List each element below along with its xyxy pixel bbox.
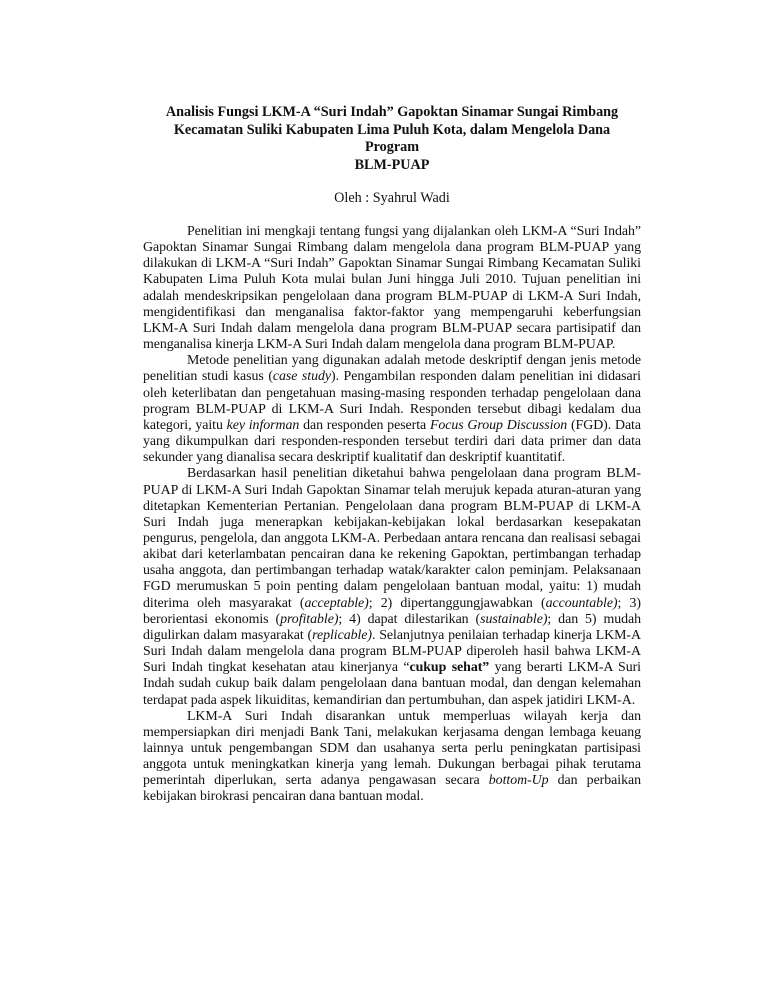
paragraph-2: Metode penelitian yang digunakan adalah metode deskriptif dengan jenis metode penelitian studi kasus (case study). Pengambilan responden dalam penelitian ini didasari oleh keterlibatan dan pengetahuan masing-masing responden terhadap pengelolaan dana program BLM-PUAP di LKM-A Suri Indah. Responden tersebut dibagi kedalam dua kategori, yaitu key informan dan responden peserta Focus Group Discussion (FGD). Data yang dikumpulkan dari responden-responden tersebut terdiri dari data primer dan data sekunder yang dianalisa secara deskriptif kualitatif dan deskriptif kuantitatif.: [143, 353, 641, 466]
paragraph-4: LKM-A Suri Indah disarankan untuk memperluas wilayah kerja dan mempersiapkan diri menjadi Bank Tani, melakukan kerjasama dengan lembaga keuang lainnya untuk pengembangan SDM dan usahanya serta perlu peningkatan partisipasi anggota untuk meningkatkan kinerja yang lemah. Dukungan berbagai pihak terutama pemerintah diperlukan, serta adanya pengawasan secara bottom-Up dan perbaikan kebijakan birokrasi pencairan dana bantuan modal.: [143, 708, 641, 805]
italic-term: acceptable): [304, 595, 369, 611]
italic-term: key informan: [226, 417, 300, 433]
italic-term: case study: [272, 369, 331, 385]
paragraph-3: Berdasarkan hasil penelitian diketahui bahwa pengelolaan dana program BLM-PUAP di LKM-A Suri Indah Gapoktan Sinamar telah merujuk kepada aturan-aturan yang ditetapkan Kementerian Pertanian. Pengelolaan dana program BLM-PUAP di LKM-A Suri Indah juga menerapkan kebijakan-kebijakan lokal berdasarkan kesepakatan pengurus, pengelola, dan anggota LKM-A. Perbedaan antara rencana dan realisasi sebagai akibat dari keterlambatan pencairan dana ke rekening Gapoktan, pertimbangan terhadap usaha anggota, dan pertimbangan terhadap watak/karakter calon peminjam. Pelaksanaan FGD merumuskan 5 poin penting dalam pengelolaan bantuan modal, yaitu: 1) mudah diterima oleh masyarakat (acceptable); 2) dipertanggungjawabkan (accountable); 3) berorientasi ekonomis (profitable); 4) dapat dilestarikan (sustainable); dan 5) mudah digulirkan dalam masyarakat (replicable). Selanjutnya penilaian terhadap kinerja LKM-A Suri Indah dalam mengelola dana program BLM-PUAP diperoleh hasil bahwa LKM-A Suri Indah tingkat kesehatan atau kinerjanya “cukup sehat” yang berarti LKM-A Suri Indah sudah cukup baik dalam pengelolaan dana bantuan modal, dan dengan kelemahan terdapat pada aspek likuiditas, kemandirian dan pertumbuhan, dan aspek jatidiri LKM-A.: [143, 466, 642, 708]
italic-term: sustainable): [480, 611, 548, 627]
bold-term: cukup sehat”: [409, 660, 490, 676]
paragraph-1: Penelitian ini mengkaji tentang fungsi yang dijalankan oleh LKM-A “Suri Indah” Gapoktan Sinamar Sungai Rimbang dalam mengelola dana program BLM-PUAP yang dilakukan di LKM-A “Suri Indah” Gapoktan Sinamar Sungai Rimbang Kecamatan Suliki Kabupaten Lima Puluh Kota mulai bulan Juni hingga Juli 2010. Tujuan penelitian ini adalah mendeskripsikan pengelolaan dana program BLM-PUAP di LKM-A Suri Indah, mengidentifikasi dan menganalisa faktor-faktor yang mempengaruhi keberfungsian LKM-A Suri Indah dalam mengelola dana program BLM-PUAP secara partisipatif dan menganalisa kinerja LKM-A Suri Indah dalam mengelola dana program BLM-PUAP.: [143, 224, 641, 353]
italic-term: bottom-Up: [488, 773, 549, 789]
italic-term: profitable): [280, 611, 339, 627]
title-line-1: Analisis Fungsi LKM-A “Suri Indah” Gapoktan Sinamar Sungai Rimbang: [165, 104, 619, 120]
italic-term: replicable): [312, 627, 372, 643]
title-line-3: BLM-PUAP: [354, 156, 430, 173]
author-line: Oleh : Syahrul Wadi: [334, 190, 450, 206]
abstract-body: [143, 224, 641, 806]
title-line-2: Kecamatan Suliki Kabupaten Lima Puluh Kota, dalam Mengelola Dana Program: [173, 121, 611, 155]
italic-term: Focus Group Discussion: [429, 417, 568, 433]
paper-title: [143, 104, 641, 174]
italic-term: accountable): [545, 595, 618, 611]
